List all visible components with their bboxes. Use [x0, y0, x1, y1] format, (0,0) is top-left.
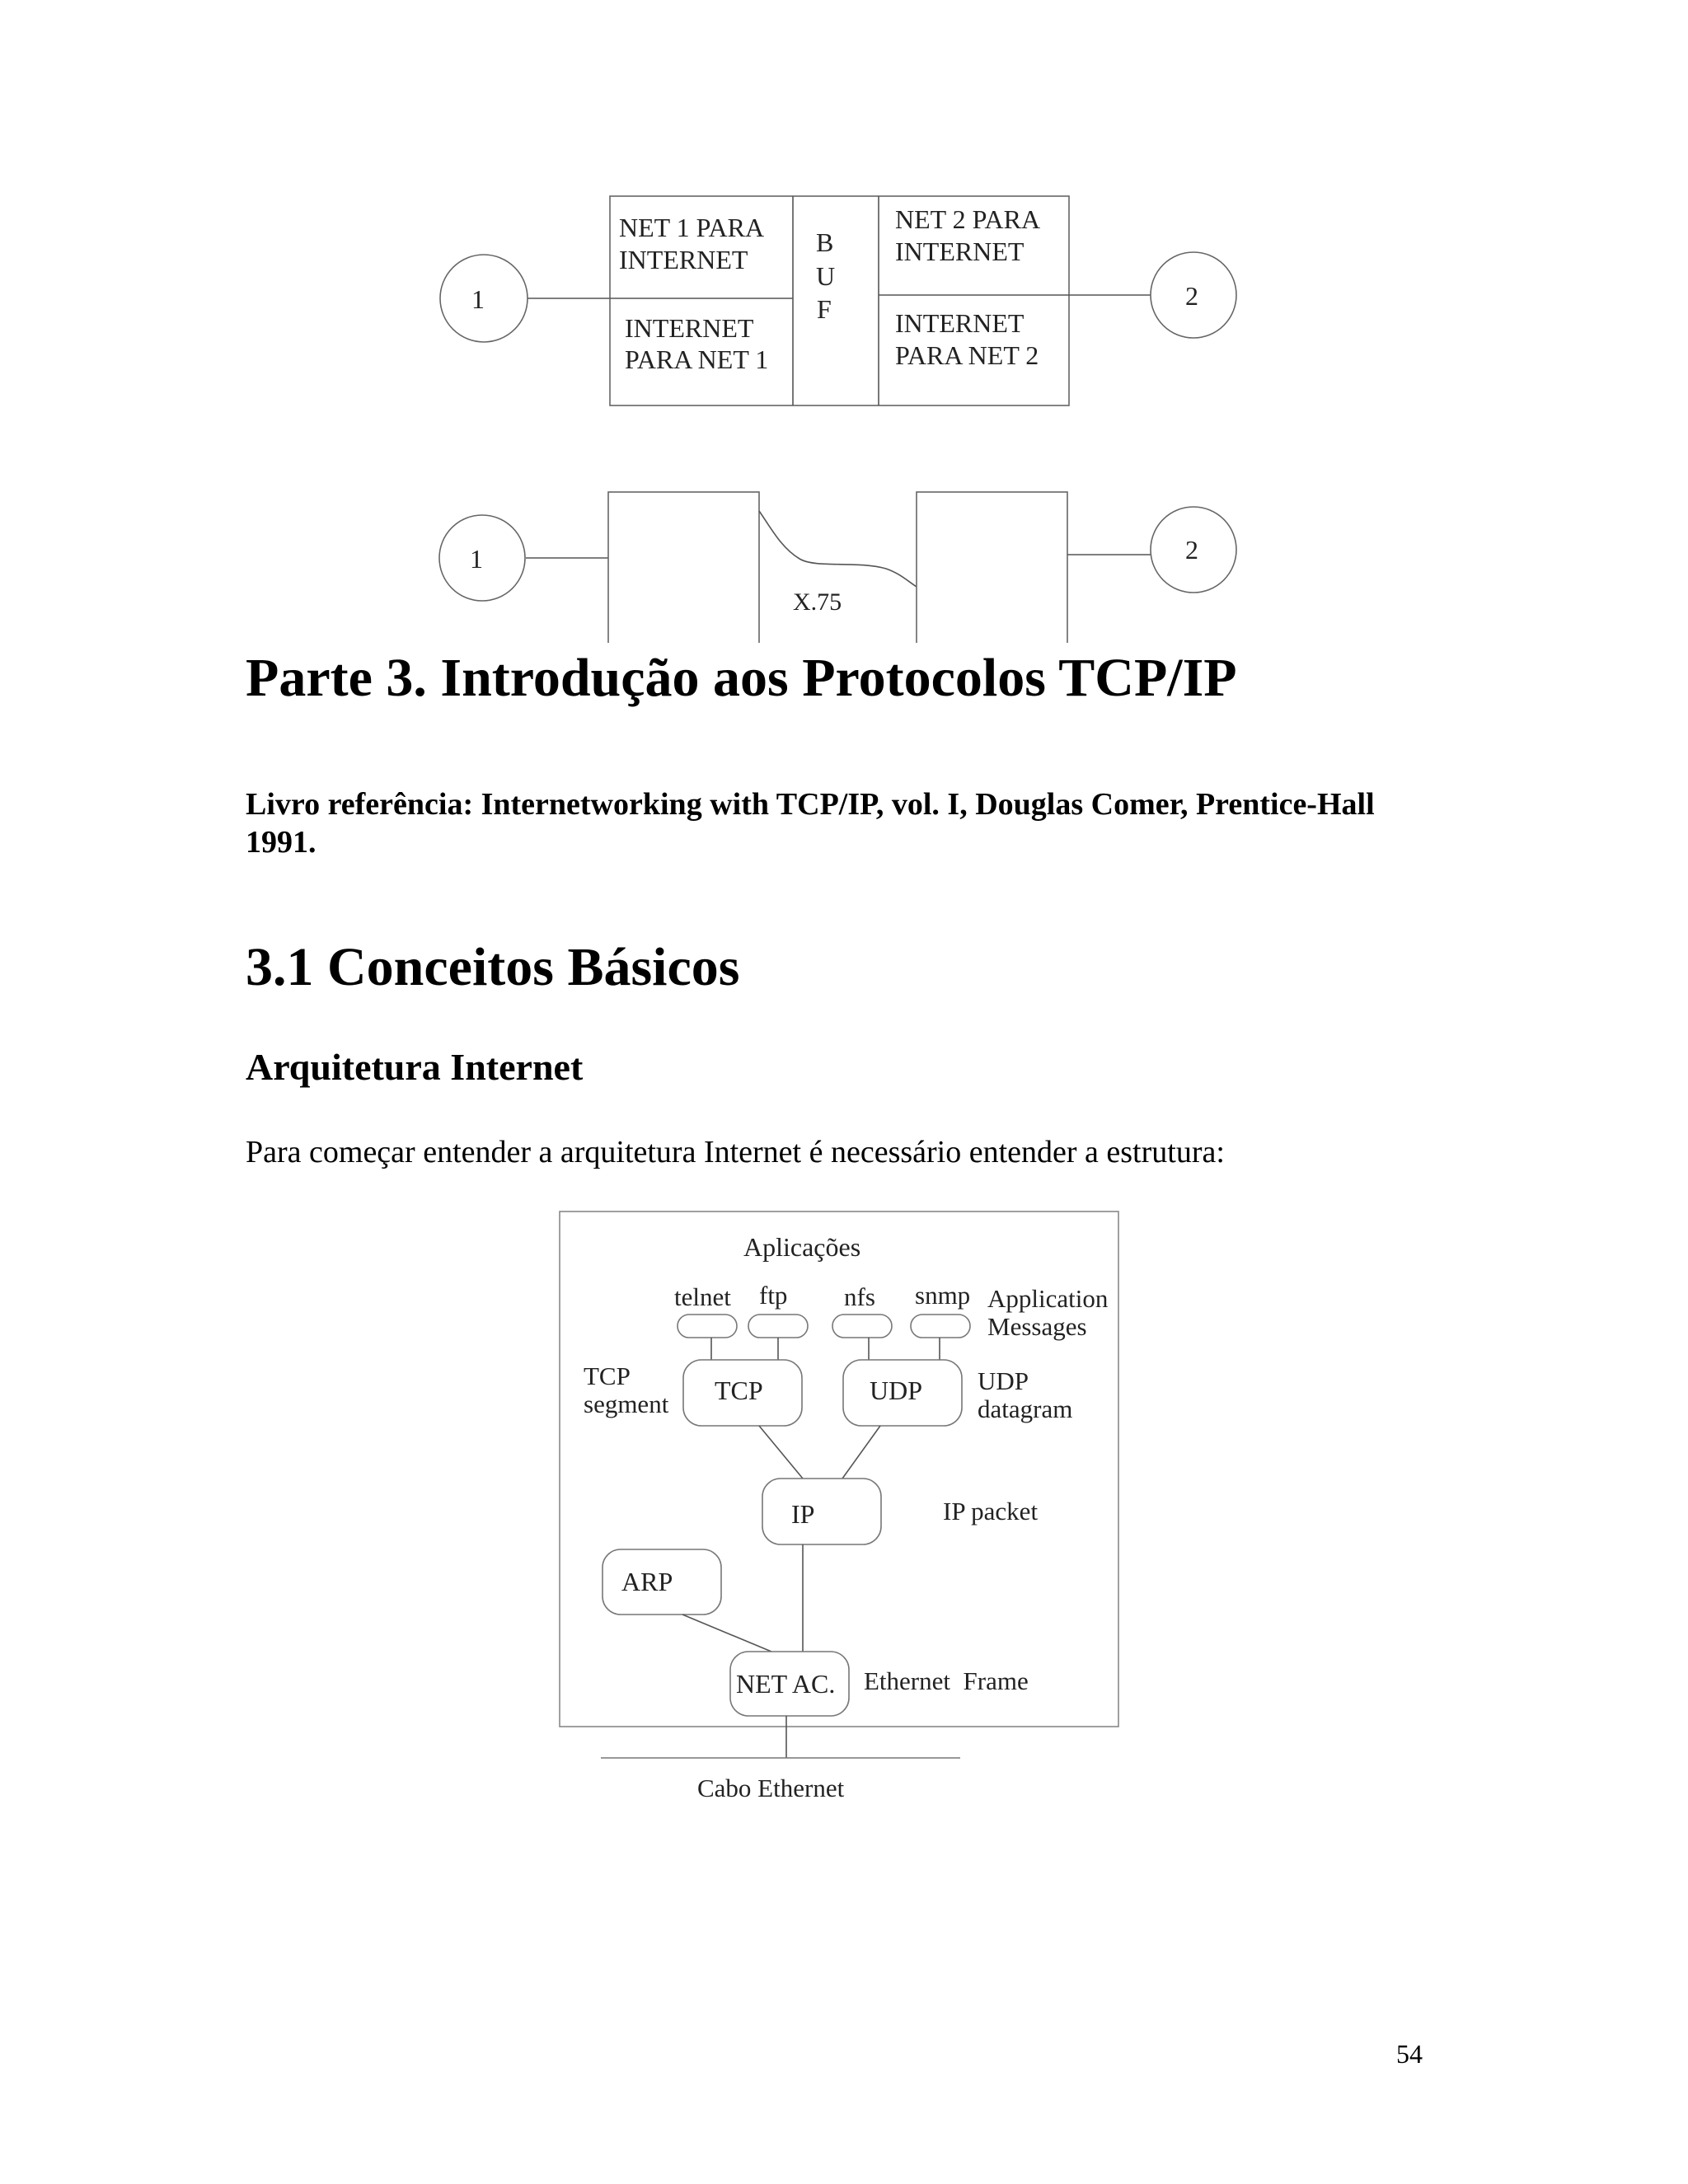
- arp-label: ARP: [621, 1567, 673, 1596]
- udp-datagram-label: UDP: [978, 1366, 1029, 1395]
- app-pill: [832, 1315, 892, 1338]
- cell-text: INTERNET: [895, 237, 1025, 266]
- buffer-letter: F: [817, 294, 832, 324]
- buffer-letter: B: [816, 227, 834, 257]
- ip-box: [762, 1479, 881, 1544]
- net-access-label: NET AC.: [736, 1669, 836, 1699]
- tcp-label: TCP: [715, 1376, 763, 1405]
- buffer-letter: U: [816, 261, 836, 291]
- node-label: 1: [471, 284, 485, 314]
- app-pill: [911, 1315, 970, 1338]
- node-label: 1: [470, 544, 483, 574]
- cell-text: NET 2 PARA: [895, 204, 1041, 234]
- udp-datagram-label: datagram: [978, 1394, 1073, 1423]
- app-pill: [748, 1315, 808, 1338]
- udp-label: UDP: [870, 1376, 923, 1405]
- ethernet-frame-label: Ethernet Frame: [864, 1666, 1029, 1695]
- cell-text: PARA NET 2: [895, 340, 1039, 370]
- cell-text: INTERNET: [619, 245, 748, 274]
- app-pill: [678, 1315, 737, 1338]
- cell-text: INTERNET: [895, 308, 1025, 338]
- subsection-title: Arquitetura Internet: [246, 1046, 584, 1088]
- x75-label: X.75: [793, 588, 842, 616]
- part-title: Parte 3. Introdução aos Protocolos TCP/IP: [246, 648, 1237, 708]
- app-messages-label: Messages: [987, 1312, 1087, 1341]
- intro-paragraph: Para começar entender a arquitetura Internet é necessário entender a estrutura:: [246, 1135, 1225, 1169]
- node-label: 2: [1185, 535, 1198, 565]
- app-label: snmp: [915, 1281, 971, 1310]
- page-number: 54: [1396, 2039, 1423, 2069]
- cable-label: Cabo Ethernet: [697, 1774, 845, 1802]
- cell-text: INTERNET: [625, 313, 754, 343]
- ip-packet-label: IP packet: [943, 1497, 1039, 1526]
- tcp-segment-label: TCP: [584, 1361, 631, 1390]
- cell-text: PARA NET 1: [625, 344, 769, 374]
- node-label: 2: [1185, 281, 1198, 311]
- app-label: nfs: [844, 1282, 875, 1311]
- cell-text: NET 1 PARA: [619, 213, 765, 242]
- tcp-segment-label: segment: [584, 1390, 669, 1418]
- app-label: telnet: [674, 1282, 731, 1311]
- applications-label: Aplicações: [743, 1232, 861, 1262]
- ip-label: IP: [791, 1499, 815, 1529]
- app-label: ftp: [759, 1281, 788, 1310]
- section-title: 3.1 Conceitos Básicos: [246, 937, 740, 997]
- reference-text: Livro referência: Internetworking with TCP/IP, vol. I, Douglas Comer, Prentice-Hall 1991.: [246, 787, 1375, 860]
- app-messages-label: Application: [987, 1284, 1109, 1313]
